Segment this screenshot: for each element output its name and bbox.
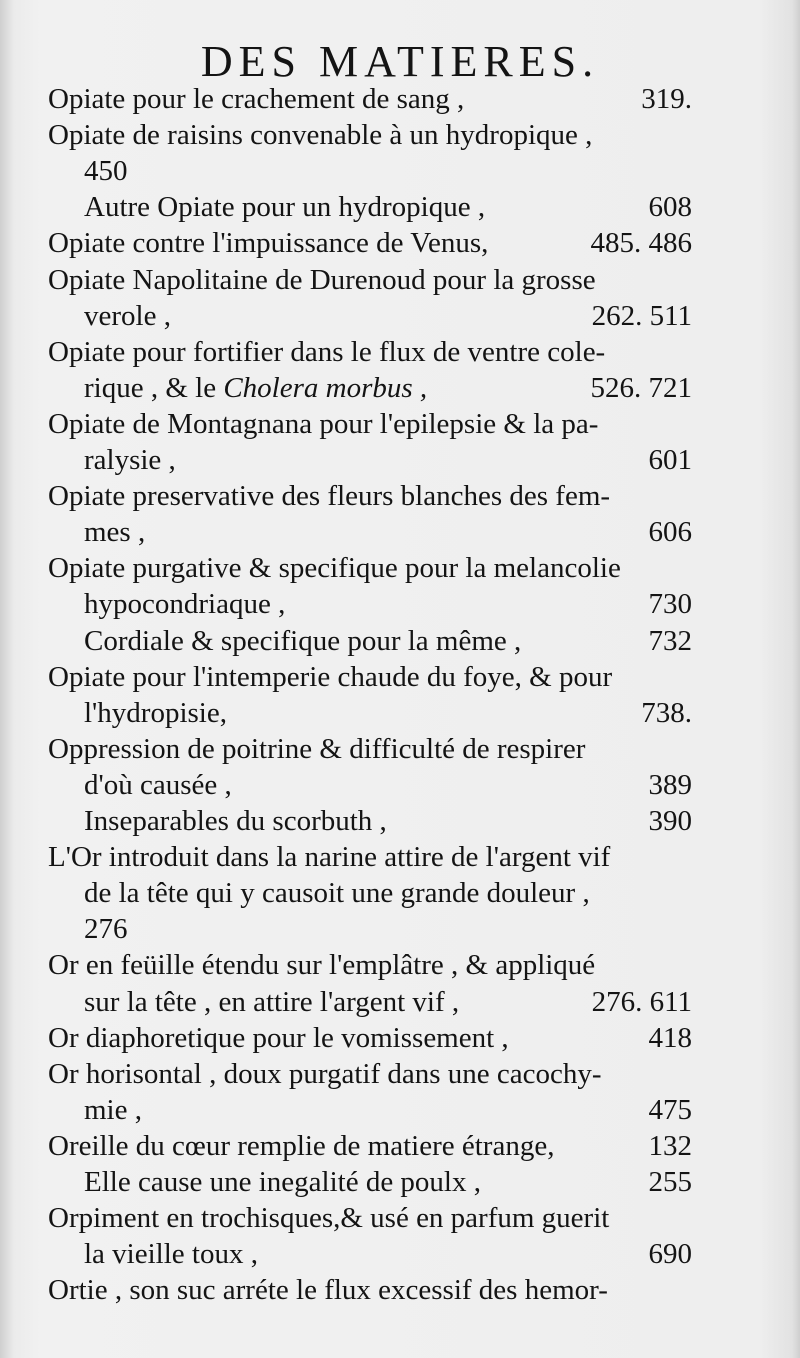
entry-text: ralysie ,	[84, 444, 176, 476]
entry-text: Cordiale & specifique pour la même ,	[84, 624, 522, 657]
entry-text: Oppression de poitrine & difficulté de respirer	[48, 732, 586, 765]
page-reference: 738.	[641, 696, 692, 729]
entry-text: Oreille du cœur remplie de matiere étrange,	[48, 1129, 555, 1162]
entry-text: Opiate preservative des fleurs blanches des fem-	[48, 480, 611, 513]
entry-text: de la tête qui y causoit une grande douleur ,	[84, 877, 590, 910]
page-reference: 690	[648, 1238, 692, 1271]
entry-text: Orpiment en trochisques,& usé en parfum guerit	[48, 1202, 610, 1235]
entry-text: mie ,	[84, 1093, 142, 1126]
page-reference: 319.	[641, 83, 692, 115]
entry-text: Autre Opiate pour un hydropique ,	[84, 191, 486, 224]
entry-text: mes ,	[84, 516, 146, 549]
entry-text: Inseparables du scorbuth ,	[84, 805, 387, 837]
entry-text: Opiate pour fortifier dans le flux de ventre cole-	[48, 335, 606, 368]
page-reference: 389	[648, 768, 692, 801]
page-reference: 262. 511	[591, 299, 692, 332]
entry-text: Or horisontal , doux purgatif dans une cacochy-	[48, 1057, 602, 1090]
entry-text: sur la tête , en attire l'argent vif ,	[84, 985, 460, 1018]
entry-text: d'où causée ,	[84, 768, 232, 801]
page-reference: 255	[648, 1166, 692, 1198]
entry-text: Opiate de raisins convenable à un hydropique ,	[48, 119, 593, 152]
entry-text: verole ,	[84, 299, 171, 332]
page-reference: 526. 721	[590, 371, 692, 404]
entry-text: Or en feüille étendu sur l'emplâtre , & appliqué	[48, 949, 596, 982]
index-line	[48, 1269, 692, 1311]
page-reference: 132	[648, 1129, 692, 1162]
entry-text: Opiate contre l'impuissance de Venus,	[48, 227, 489, 260]
page-reference: 418	[648, 1021, 692, 1054]
page-reference: 485. 486	[590, 227, 692, 260]
entry-text: Opiate Napolitaine de Durenoud pour la grosse	[48, 263, 596, 296]
entry-text: Opiate de Montagnana pour l'epilepsie & la pa-	[48, 407, 599, 440]
entry-text: hypocondriaque ,	[84, 588, 286, 621]
entry-text: Opiate purgative & specifique pour la melancolie	[48, 552, 621, 585]
entry-text: Ortie , son suc arréte le flux excessif des hemor-	[48, 1274, 608, 1307]
page-reference: 276. 611	[591, 985, 692, 1018]
page-reference: 608	[648, 191, 692, 224]
entry-text: Elle cause une inegalité de poulx ,	[84, 1166, 481, 1198]
entry-text: Opiate pour l'intemperie chaude du foye, & pour	[48, 660, 613, 693]
entry-text: rique , & le Cholera morbus ,	[84, 371, 428, 404]
entry-text: l'hydropisie,	[84, 696, 227, 729]
entry-text: la vieille toux ,	[84, 1238, 258, 1271]
page-reference: 390	[648, 805, 692, 837]
entry-text: L'Or introduit dans la narine attire de l'argent vif	[48, 841, 611, 874]
entry-italic-term: Cholera morbus ,	[216, 371, 428, 404]
page-reference: 601	[648, 444, 692, 476]
entry-text: Opiate pour le crachement de sang ,	[48, 83, 465, 115]
page-reference: 475	[648, 1093, 692, 1126]
entry-text: Or diaphoretique pour le vomissement ,	[48, 1021, 509, 1054]
page-reference: 732	[648, 624, 692, 657]
entry-text: 276	[84, 913, 128, 946]
page-reference: 730	[648, 588, 692, 621]
running-header: DES MATIERES.	[200, 37, 600, 86]
page-reference: 606	[648, 516, 692, 549]
entry-text: 450	[84, 155, 128, 188]
